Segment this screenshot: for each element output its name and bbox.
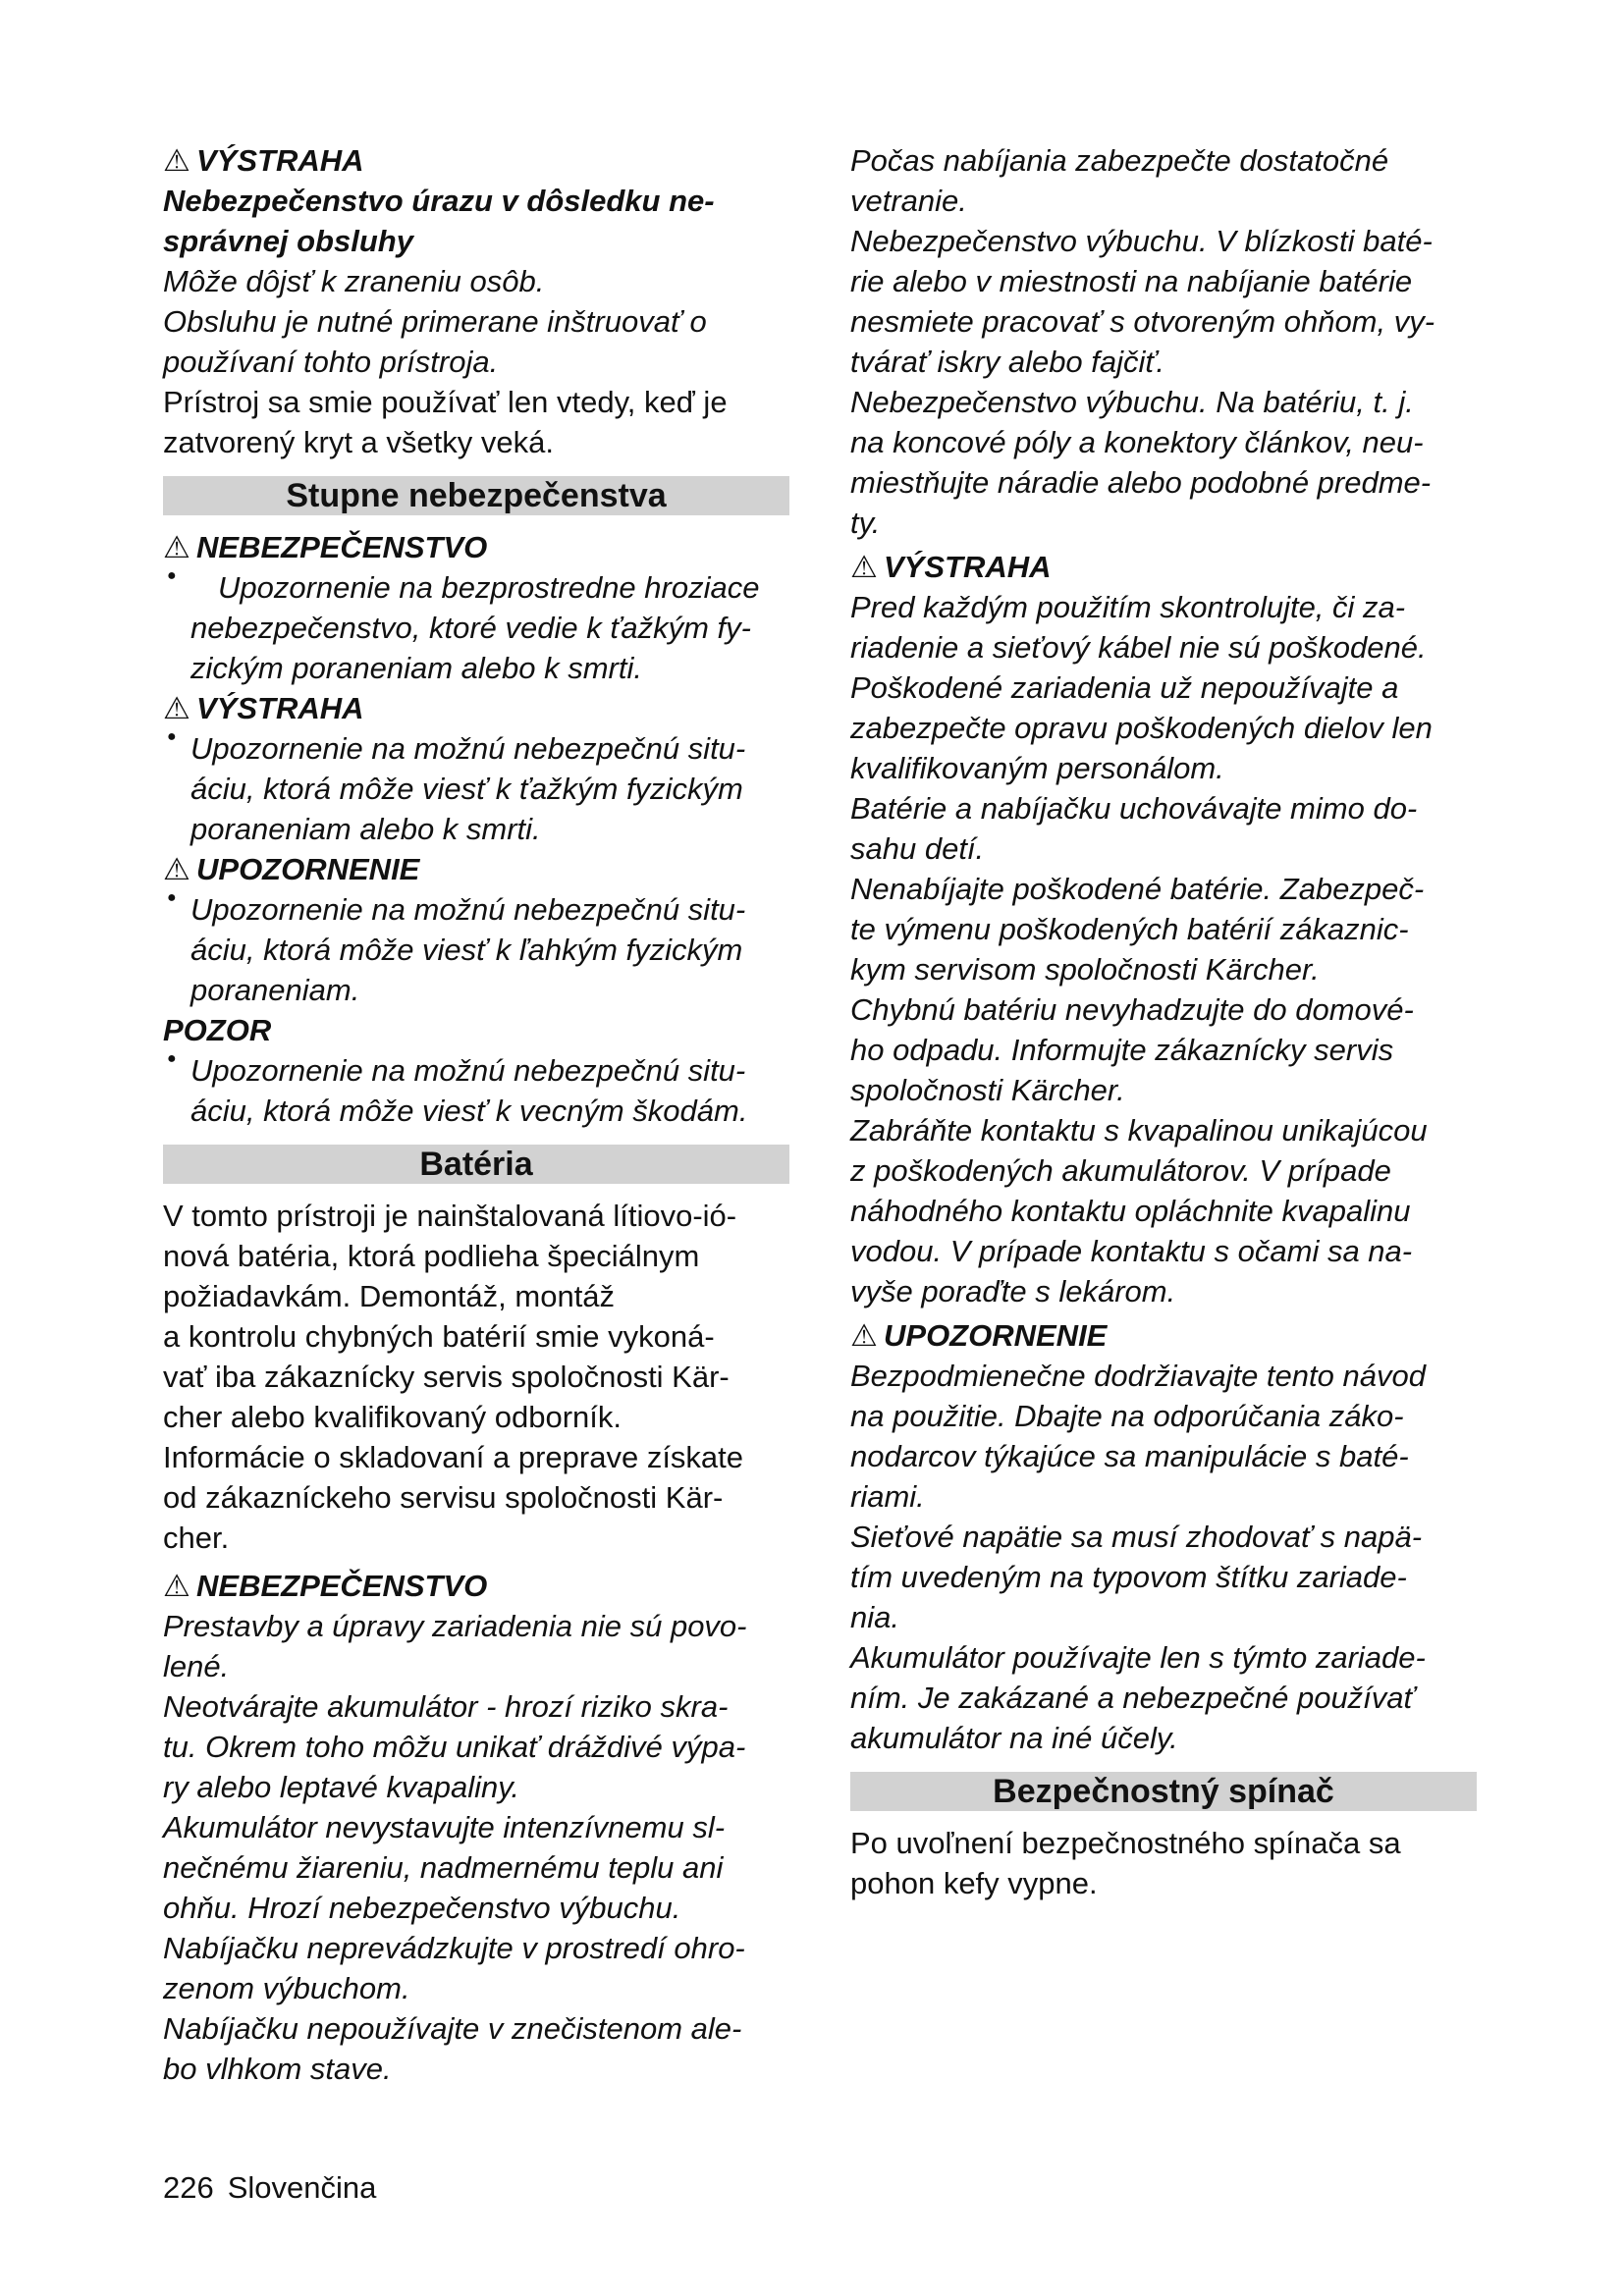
text-line: ry alebo leptavé kvapaliny. [163, 1770, 520, 1804]
text-line: kvalifikovaným personálom. [850, 751, 1224, 785]
text-line: Akumulátor používajte len s týmto zariade- [850, 1640, 1426, 1675]
text-line: na použitie. Dbajte na odporúčania záko- [850, 1399, 1404, 1433]
text-line: miestňujte náradie alebo podobné predme- [850, 465, 1432, 500]
text-line: bo vlhkom stave. [163, 2052, 392, 2086]
text-line: Nabíjačku nepoužívajte v znečistenom ale- [163, 2011, 742, 2046]
text-line: Počas nabíjania zabezpečte dostatočné [850, 143, 1389, 178]
text-line: Zabráňte kontaktu s kvapalinou unikajúcou [850, 1113, 1428, 1148]
list-item [163, 1050, 789, 1131]
text-line: poraneniam. [190, 973, 360, 1007]
text-line: áciu, ktorá môže viesť k ľahkým fyzickým [190, 933, 743, 967]
bullet-icon: ● [167, 567, 177, 584]
warning-triangle-icon: ⚠ [163, 143, 190, 178]
text-line: nia. [850, 1600, 899, 1634]
text-line: Upozornenie na bezprostredne hroziace [218, 570, 760, 605]
notice-heading: POZOR [163, 1013, 272, 1047]
warning-triangle-icon: ⚠ [163, 530, 190, 564]
warning-heading: ⚠ VÝSTRAHA [850, 547, 1477, 587]
text-line: používaní tohto prístroja. [163, 345, 499, 379]
text-line: vetranie. [850, 184, 967, 218]
text-line: Bezpodmienečne dodržiavajte tento návod [850, 1359, 1426, 1393]
text-line: poraneniam alebo k smrti. [190, 812, 541, 846]
text-line: náhodného kontaktu opláchnite kvapalinu [850, 1194, 1411, 1228]
page-number: 226 [163, 2170, 214, 2205]
text-line: zabezpečte opravu poškodených dielov len [850, 711, 1433, 745]
page-footer [163, 2167, 390, 2208]
text-line: Nebezpečenstvo výbuchu. V blízkosti baté- [850, 224, 1433, 258]
text-line: zatvorený kryt a všetky veká. [163, 425, 554, 459]
text-line: požiadavkám. Demontáž, montáž [163, 1279, 616, 1313]
text-line: od zákazníckeho servisu spoločnosti Kär- [163, 1480, 724, 1515]
text-line: Upozornenie na možnú nebezpečnú situ- [190, 731, 746, 766]
list-item [163, 567, 789, 688]
text-line: tu. Okrem toho môžu unikať dráždivé výpa- [163, 1730, 746, 1764]
danger-heading: ⚠ NEBEZPEČENSTVO [163, 527, 789, 567]
text-line: Obsluhu je nutné primerane inštruovať o [163, 304, 707, 339]
text-line: nodarcov týkajúce sa manipulácie s baté- [850, 1439, 1409, 1473]
text-line: Akumulátor nevystavujte intenzívnemu sl- [163, 1810, 726, 1844]
text-line: Poškodené zariadenia už nepoužívajte a [850, 670, 1399, 705]
text-line: zickým poraneniam alebo k smrti. [190, 651, 642, 685]
warning-triangle-icon: ⚠ [163, 852, 190, 886]
text-line: Pred každým použitím skontrolujte, či za- [850, 590, 1406, 624]
text-line: Po uvoľnení bezpečnostného spínača sa [850, 1826, 1401, 1860]
section-title-battery: Batéria [163, 1145, 789, 1184]
text-line: Prestavby a úpravy zariadenia nie sú povo- [163, 1609, 747, 1643]
text-line: lené. [163, 1649, 230, 1683]
danger-heading: ⚠ NEBEZPEČENSTVO [163, 1566, 789, 1606]
warning-triangle-icon: ⚠ [163, 691, 190, 725]
text-line: riadenie a sieťový kábel nie sú poškodené. [850, 630, 1427, 665]
bullet-icon: ● [167, 1050, 177, 1067]
text-line: vodou. V prípade kontaktu s očami sa na- [850, 1234, 1413, 1268]
text-line: z poškodených akumulátorov. V prípade [850, 1153, 1391, 1188]
text-line: ho odpadu. Informujte zákaznícky servis [850, 1033, 1394, 1067]
text-line: Informácie o skladovaní a preprave získate [163, 1440, 744, 1474]
text-line: zenom výbuchom. [163, 1971, 410, 2005]
warning-heading: ⚠ VÝSTRAHA [163, 688, 789, 728]
text-line: a kontrolu chybných batérií smie vykoná- [163, 1319, 715, 1354]
warning-triangle-icon: ⚠ [163, 1569, 190, 1603]
warning-heading: ⚠ VÝSTRAHA [163, 140, 789, 181]
text-line: Chybnú batériu nevyhadzujte do domové- [850, 992, 1414, 1027]
text-line: Nebezpečenstvo výbuchu. Na batériu, t. j. [850, 385, 1414, 419]
text-line: Upozornenie na možnú nebezpečnú situ- [190, 1053, 746, 1088]
text-line: Nenabíjajte poškodené batérie. Zabezpeč- [850, 872, 1425, 906]
text-line: áciu, ktorá môže viesť k ťažkým fyzickým [190, 772, 743, 806]
text-line: Môže dôjsť k zraneniu osôb. [163, 264, 545, 298]
list-item [163, 889, 789, 1010]
text-line: nebezpečenstvo, ktoré vedie k ťažkým fy- [190, 611, 751, 645]
bullet-icon: ● [167, 889, 177, 906]
warning-triangle-icon: ⚠ [850, 550, 878, 584]
text-line: kym servisom spoločnosti Kärcher. [850, 952, 1320, 987]
text-line: rie alebo v miestnosti na nabíjanie batérie [850, 264, 1413, 298]
text-line: Prístroj sa smie používať len vtedy, keď je [163, 385, 728, 419]
text-line: Batérie a nabíjačku uchovávajte mimo do- [850, 791, 1418, 826]
section-title-hazard-levels: Stupne nebezpečenstva [163, 476, 789, 515]
text-line: vyše poraďte s lekárom. [850, 1274, 1176, 1308]
text-line: Upozornenie na možnú nebezpečnú situ- [190, 892, 746, 927]
text-line: ohňu. Hrozí nebezpečenstvo výbuchu. [163, 1891, 681, 1925]
warning-title-line: správnej obsluhy [163, 224, 413, 258]
text-line: nesmiete pracovať s otvoreným ohňom, vy- [850, 304, 1435, 339]
footer-language: Slovenčina [227, 2170, 377, 2205]
text-line: cher alebo kvalifikovaný odborník. [163, 1400, 622, 1434]
text-line: akumulátor na iné účely. [850, 1721, 1178, 1755]
caution-heading: ⚠ UPOZORNENIE [163, 849, 789, 889]
text-line: te výmenu poškodených batérií zákaznic- [850, 912, 1409, 946]
text-line: tím uvedeným na typovom štítku zariade- [850, 1560, 1407, 1594]
text-line: Nabíjačku neprevádzkujte v prostredí ohro- [163, 1931, 745, 1965]
text-line: riami. [850, 1479, 925, 1514]
text-line: cher. [163, 1521, 230, 1555]
list-item [163, 728, 789, 849]
warning-triangle-icon: ⚠ [850, 1318, 878, 1353]
warning-title-line: Nebezpečenstvo úrazu v dôsledku ne- [163, 184, 715, 218]
text-line: tvárať iskry alebo fajčiť. [850, 345, 1165, 379]
text-line: ty. [850, 506, 881, 540]
right-column [850, 140, 1477, 1903]
text-line: spoločnosti Kärcher. [850, 1073, 1125, 1107]
text-line: nečnému žiareniu, nadmernému teplu ani [163, 1850, 724, 1885]
section-title-safety-switch: Bezpečnostný spínač [850, 1772, 1477, 1811]
text-line: na koncové póly a konektory článkov, neu- [850, 425, 1424, 459]
text-line: Sieťové napätie sa musí zhodovať s napä- [850, 1520, 1423, 1554]
caution-heading: ⚠ UPOZORNENIE [850, 1315, 1477, 1356]
text-line: nová batéria, ktorá podlieha špeciálnym [163, 1239, 700, 1273]
text-line: Neotvárajte akumulátor - hrozí riziko skra- [163, 1689, 729, 1724]
text-line: V tomto prístroji je nainštalovaná lítiovo-ió- [163, 1199, 737, 1233]
left-column [163, 140, 789, 2089]
text-line: sahu detí. [850, 831, 985, 866]
text-line: ním. Je zakázané a nebezpečné používať [850, 1681, 1415, 1715]
text-line: pohon kefy vypne. [850, 1866, 1098, 1900]
text-line: áciu, ktorá môže viesť k vecným škodám. [190, 1094, 748, 1128]
text-line: vať iba zákaznícky servis spoločnosti Kär- [163, 1360, 730, 1394]
bullet-icon: ● [167, 728, 177, 745]
